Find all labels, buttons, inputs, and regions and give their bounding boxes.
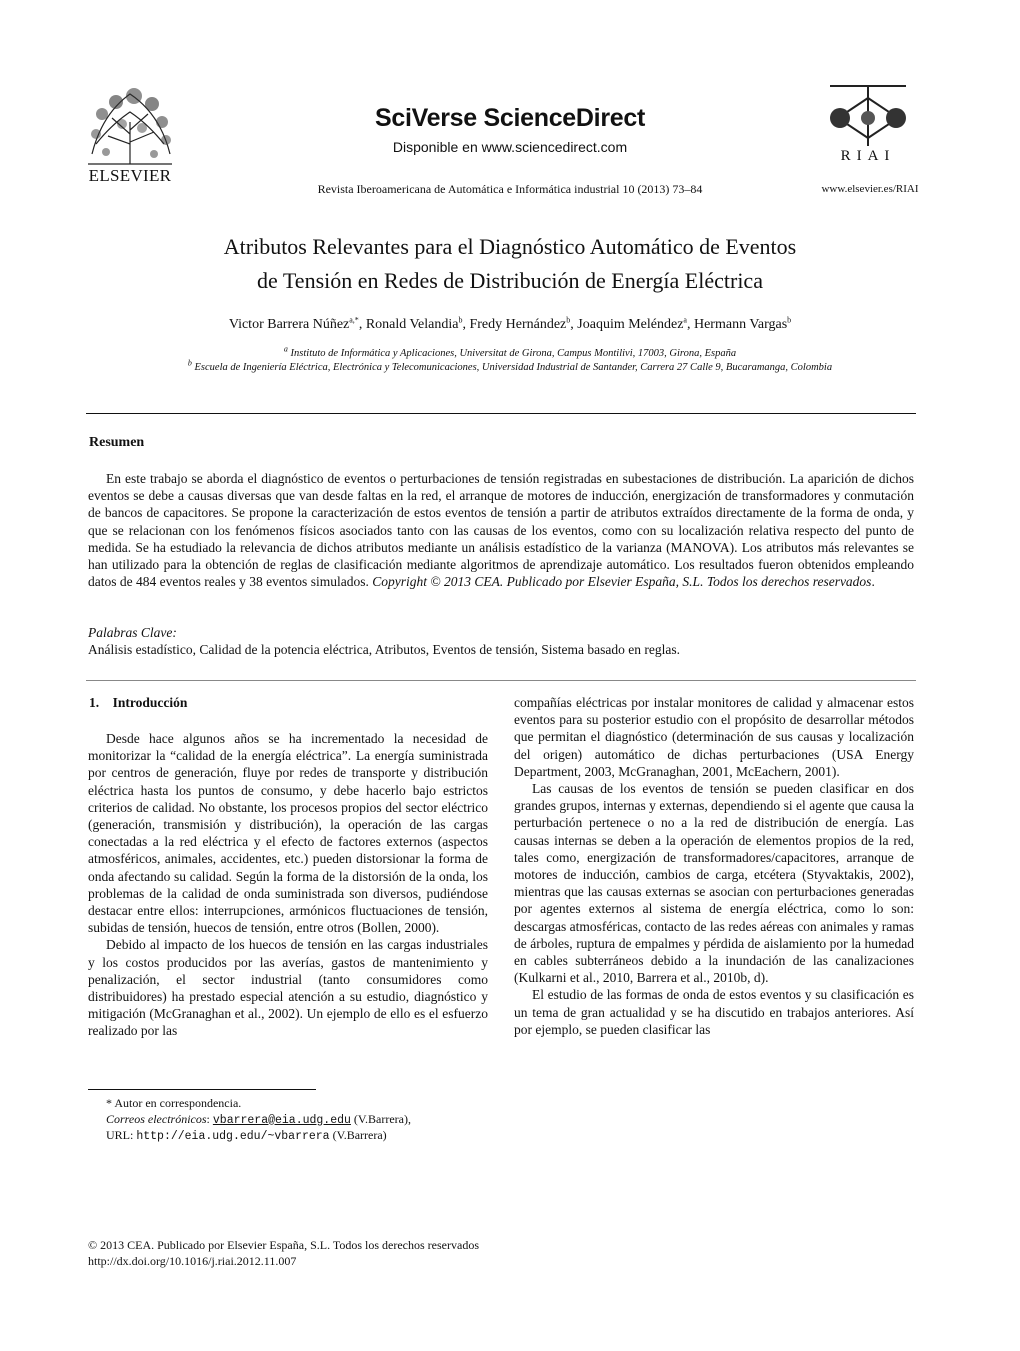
homepage-link[interactable]: http://eia.udg.edu/~vbarrera [136, 1130, 330, 1143]
abstract-text: En este trabajo se aborda el diagnóstico de eventos o perturbaciones de tensión registradas en subestaciones de distribución. La aparición de dichos eventos se debe a causas diversas que van desde faltas en la red, el arranque de motores de inducción, energización de transformadores y conmutación de bancos de capacitores. Se propone la caracterización de estos eventos de tensión a partir de atributos extraídos directamente de la forma de onda, y que se relacionan con los fenómenos físicos asociados tanto con las causas de los eventos, como con su localización relativa respecto del punto de medida. Se ha estudiado la relevancia de dichos atributos mediante un análisis estadístico de la varianza (MANOVA). Los atributos más relevantes se han utilizado para la obtención de reglas de clasificación mediante algoritmos de aprendizaje automático. Los resultados fueron obtenidos empleando datos de 484 eventos reales y 38 eventos simulados. [88, 471, 914, 590]
article-title [120, 230, 900, 298]
section-heading: 1. Introducción [89, 695, 188, 710]
url-label: URL: [106, 1128, 134, 1142]
author-name: Hermann Vargas [693, 317, 788, 332]
left-column [88, 730, 488, 1040]
title-line-2: de Tensión en Redes de Distribución de Energía Eléctrica [257, 268, 763, 293]
author-affiliation-mark: a [683, 315, 687, 325]
paragraph: El estudio de las formas de onda de estos eventos y su clasificación es un tema de gran actualidad y se ha discutido en trabajos anteriores. Así por ejemplo, se pueden clasificar las [514, 987, 914, 1037]
footnote-divider [88, 1089, 316, 1090]
right-column [514, 694, 914, 1038]
email-link[interactable]: vbarrera@eia.udg.edu [212, 1113, 351, 1127]
author-separator: , [462, 317, 470, 332]
url-note [88, 1128, 488, 1145]
affiliation-mark: b [187, 358, 192, 368]
abstract-body: En este trabajo se aborda el diagnóstico de eventos o perturbaciones de tensión registradas en subestaciones de distribución. La aparición de dichos eventos se debe a causas diversas que van desde faltas en la red, el arranque de motores de inducción, energización de transformadores y conmutación de bancos de capacitores. Se propone la caracterización de estos eventos de tensión a partir de atributos extraídos directamente de la forma de onda, y que se relacionan con los fenómenos físicos asociados tanto con las causas de los eventos, como con su localización relativa respecto del punto de medida. Se ha estudiado la relevancia de dichos atributos mediante un análisis estadístico de la varianza (MANOVA). Los atributos más relevantes se han utilizado para la obtención de reglas de clasificación mediante algoritmos de aprendizaje automático. Los resultados fueron obtenidos empleando datos de 484 eventos reales y 38 eventos simulados. Copyright © 2013 CEA. Publicado por Elsevier España, S.L. Todos los derechos reservados. [88, 471, 914, 590]
affiliation-text: Instituto de Informática y Aplicaciones, Universitat de Girona, Campus Montilivi, 17003, Girona, España [290, 348, 737, 359]
affiliation-b [80, 358, 940, 373]
paragraph: Las causas de los eventos de tensión se pueden clasificar en dos grandes grupos, internas y externas, dependiendo si el agente que causa la perturbación pertenece o no a la red de distribución de energía. Las causas internas se deben a la operación de elementos propios de la red, tales como, energización de transformadores/capacitores, arranque de motores de inducción, cambios de carga, etcétera (Styvaktakis, 2002), mientras que las causas externas se asocian con perturbaciones generadas por agentes externos al sistema de energía eléctrica, como lo son: descargas atmosféricas, contacto de las redes aéreas con animales y ramas de árboles, ruptura de empalmes y pérdida de aislamiento por la humedad en cables subterráneos debido a la inundación de las canalizaciones (Kulkarni et al., 2010, Barrera et al., 2010b, d). [514, 781, 914, 986]
doi-link[interactable]: http://dx.doi.org/10.1016/j.riai.2012.11.007 [88, 1254, 297, 1268]
author-name: Joaquim Meléndez [577, 317, 684, 332]
availability-line: Disponible en www.sciencedirect.com [392, 139, 628, 155]
platform-logo: SciVerse ScienceDirect [375, 104, 645, 132]
divider [86, 680, 916, 681]
url-owner: (V.Barrera) [332, 1128, 387, 1142]
author-affiliation-mark: b [787, 315, 792, 325]
affiliation-a [80, 344, 940, 359]
author-separator: , [570, 317, 578, 332]
keywords-label: Palabras Clave: [88, 625, 177, 640]
author-name: Ronald Velandia [365, 317, 459, 332]
journal-citation: Revista Iberoamericana de Automática e Informática industrial 10 (2013) 73–84 [317, 182, 703, 196]
email-label: Correos electrónicos [106, 1111, 207, 1126]
title-line-1: Atributos Relevantes para el Diagnóstico Automático de Eventos [223, 234, 797, 259]
elsevier-wordmark: ELSEVIER [88, 166, 172, 185]
author-separator: , [686, 317, 694, 332]
footnotes [88, 1096, 488, 1145]
author-affiliation-mark: b [458, 315, 463, 325]
paragraph: Desde hace algunos años se ha incrementado la necesidad de monitorizar la “calidad de la energía eléctrica”. La energía suministrada por centros de generación, fluye por redes de transporte y distribución eléctrica hasta los puntos de consumo, y debe hacerlo bajo estrictos criterios de calidad. No obstante, los procesos propios del sector eléctrico (generación, transmisión y distribución), la operación de las cargas conectadas a la red eléctrica y el efecto de factores externos (aspectos atmosféricos, animales, accidentes, etc.) pueden distorsionar la forma de onda afectando su calidad. Según la forma de la distorsión de la onda, los problemas de la calidad de onda suministrada son diversos, pudiéndose destacar entre ellos: interrupciones, armónicos fluctuaciones de tensión, subidas de tensión, huecos de tensión, entre otros (Bollen, 2000). [88, 731, 488, 936]
affiliation-mark: a [283, 344, 288, 354]
email-owner: (V.Barrera), [353, 1111, 412, 1126]
affiliation-text: Escuela de Ingeniería Eléctrica, Electrónica y Telecomunicaciones, Universidad Industrial de Santander, Carrera 27 Calle 9, Bucaramanga, Colombia [194, 362, 833, 373]
author-affiliation-mark: b [566, 315, 571, 325]
paragraph: Debido al impacto de los huecos de tensión en las cargas industriales y los costos producidos por las averías, gastos de mantenimiento y penalización, el sector industrial (tanto consumidores como distribuidores) ha prestado especial atención a su estudio, diagnóstico y mitigación (McGranaghan et al., 2002). Un ejemplo de ello es el esfuerzo realizado por las [88, 937, 488, 1039]
riai-logo-text: RIAI [840, 148, 896, 164]
author-affiliation-mark: a,* [349, 315, 359, 325]
paragraph-continued: compañías eléctricas por instalar monitores de calidad y almacenar estos eventos para su posterior estudio con el propósito de desarrollar métodos que permitan el diagnóstico (determinación de sus causas y localización del origen) automático de dichas perturbaciones (USA Energy Department, 2003, McGranaghan, 2001, McEachern, 2001). [514, 695, 914, 779]
abstract-copyright: Copyright © 2013 CEA. Publicado por Elsevier España, S.L. Todos los derechos reservados [372, 574, 872, 590]
journal-url[interactable]: www.elsevier.es/RIAI [821, 183, 919, 195]
email-note: Correos electrónicos: vbarrera@eia.udg.edu (V.Barrera), [106, 1111, 412, 1127]
author-separator: , [358, 317, 366, 332]
footer-copyright: © 2013 CEA. Publicado por Elsevier España, S.L. Todos los derechos reservados [88, 1238, 479, 1252]
author-name: Fredy Hernández [469, 317, 567, 332]
corresponding-note: * Autor en correspondencia. [106, 1096, 242, 1110]
abstract-heading: Resumen [89, 435, 145, 450]
author-list [100, 317, 920, 333]
keywords: Análisis estadístico, Calidad de la potencia eléctrica, Atributos, Eventos de tensión, Sistema basado en reglas. [88, 642, 680, 657]
divider [86, 413, 916, 414]
author-name: Victor Barrera Núñez [228, 317, 350, 332]
